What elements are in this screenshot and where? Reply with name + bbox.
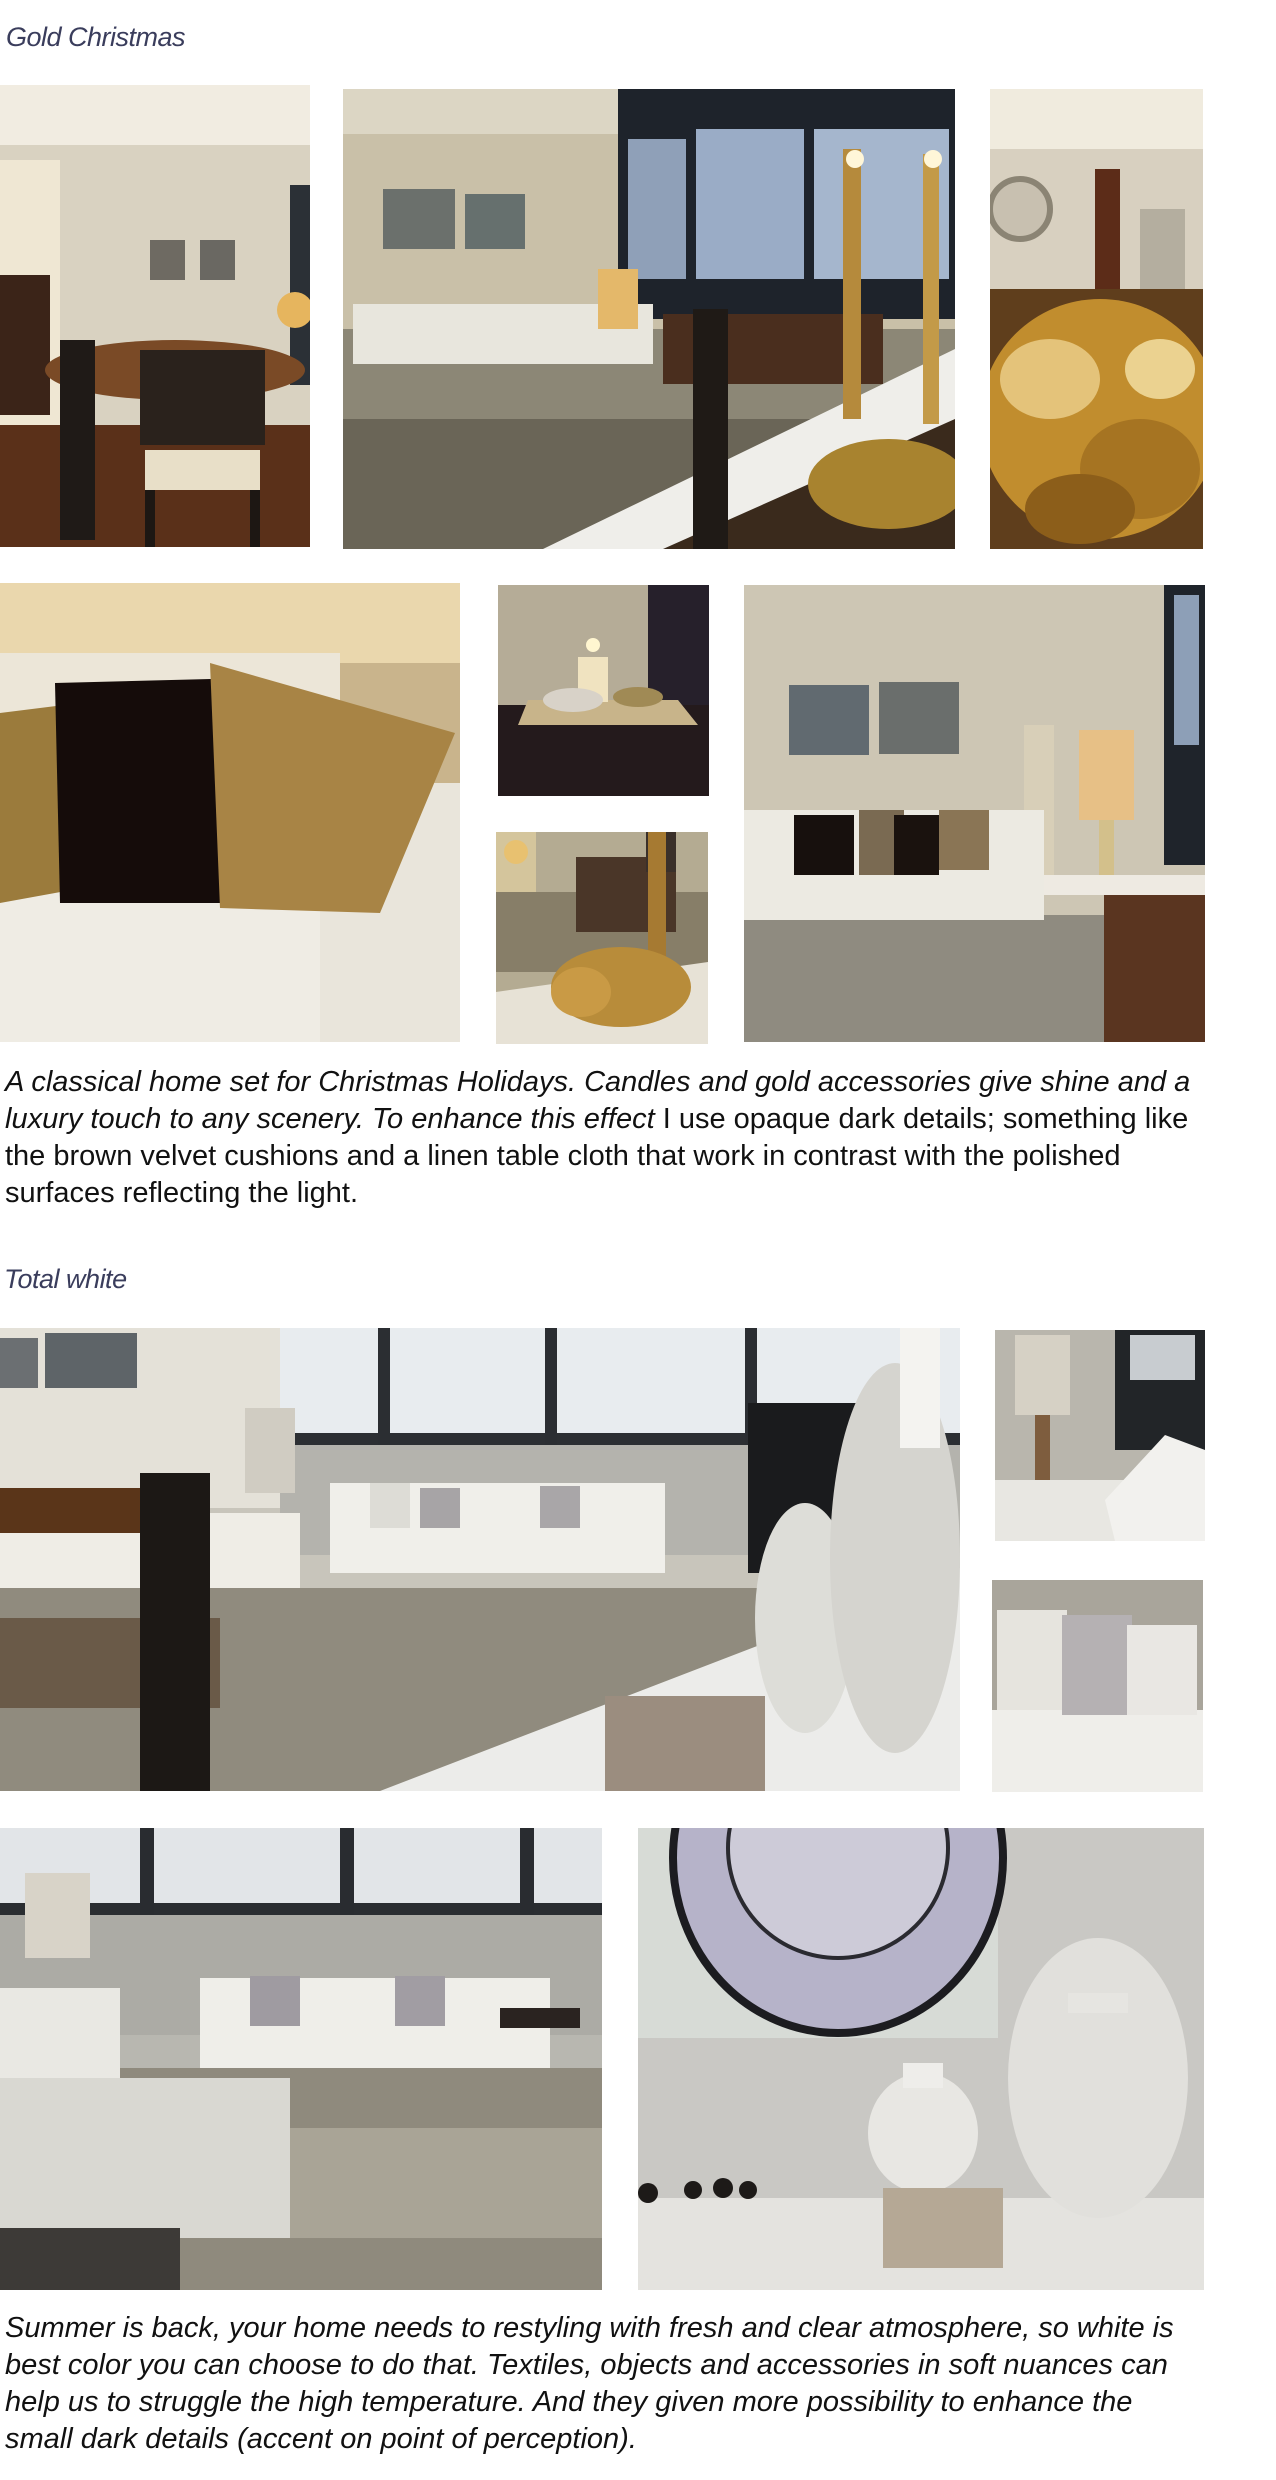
- section-title-white: Total white: [4, 1264, 127, 1294]
- lamp-cushion-photo: [995, 1330, 1205, 1541]
- dining-room-photo: [0, 85, 310, 547]
- gold-christmas-caption: [5, 1064, 1235, 1212]
- vases-mirror-photo: [638, 1828, 1204, 2290]
- white-living-room-vases-photo: [0, 1328, 960, 1791]
- candlestick-gold-photo: [496, 832, 708, 1044]
- caption-regular-part: I use opaque dark details; something like the brown velvet cushions and a linen table cloth that work in contrast with the polished surfaces reflecting the light.: [5, 1103, 1189, 1209]
- cushions-photo: [0, 583, 460, 1042]
- total-white-caption: [5, 2310, 1195, 2458]
- living-room-candles-photo: [343, 89, 955, 549]
- sofa-lamp-photo: [744, 585, 1205, 1042]
- white-cushions-photo: [992, 1580, 1203, 1792]
- white-sofa-window-photo: [0, 1828, 602, 2290]
- caption-italic-part-2: Summer is back, your home needs to restyling with fresh and clear atmosphere, so white is best color you can choose to do that. Textiles, objects and accessories in soft nuances can help us to struggle the high temperature. And they given more possibility to enhance the small dark details (accent on point of perception).: [5, 2312, 1174, 2455]
- candle-table-photo: [498, 585, 709, 796]
- section-title-gold: Gold Christmas: [6, 22, 186, 52]
- caption-italic-part: A classical home set for Christmas Holidays. Candles and gold accessories give shine and a luxury touch to any scenery. To enhance this effect: [5, 1066, 1191, 1135]
- gold-decor-closeup-photo: [990, 89, 1203, 549]
